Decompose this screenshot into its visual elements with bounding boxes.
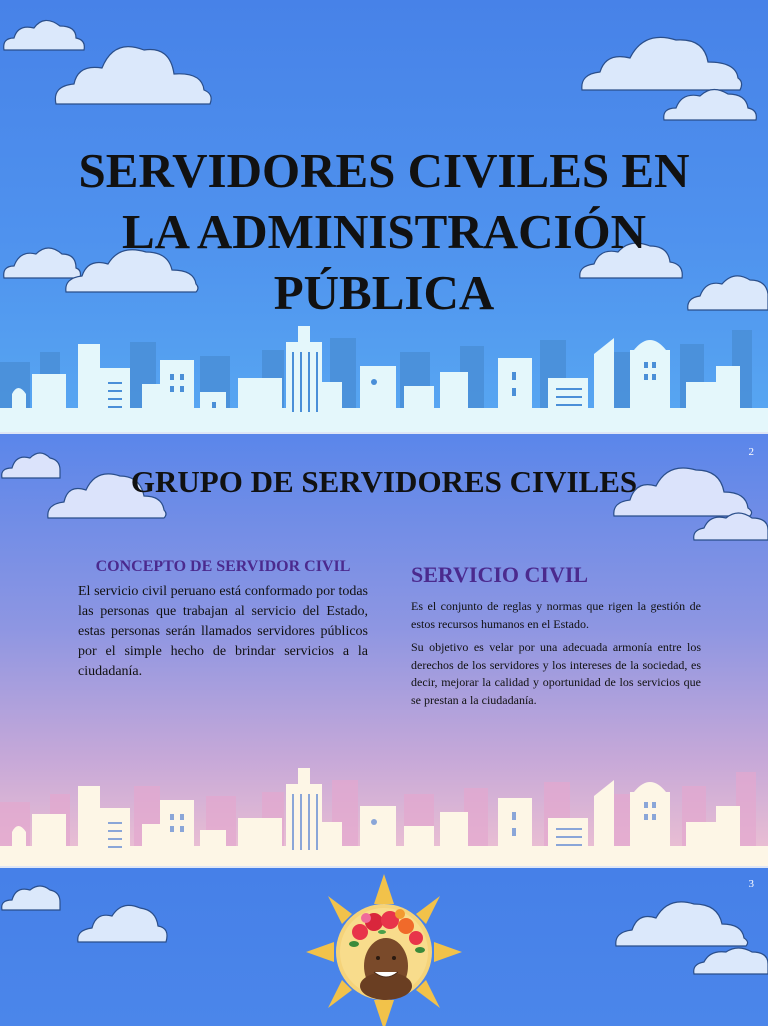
- cloud-icon: [690, 508, 768, 542]
- cloud-icon: [578, 30, 744, 92]
- cloud-icon: [52, 38, 214, 106]
- image-slide: [0, 866, 768, 1026]
- title-line: PÚBLICA: [273, 265, 495, 320]
- cloud-icon: [0, 882, 62, 912]
- slide-title: GRUPO DE SERVIDORES CIVILES: [130, 464, 638, 499]
- presentation-title: [0, 140, 768, 323]
- civil-service-objective: Su objetivo es velar por una adecuada armonía entre los derechos de los servidores y los intereses de la sociedad, es decir, mejorar la calidad y oportunidad de los servicios que se prestan a la ciudadanía.: [411, 640, 701, 707]
- title-line: LA ADMINISTRACIÓN: [121, 204, 647, 259]
- content-slide: [0, 432, 768, 866]
- cloud-icon: [690, 944, 768, 976]
- city-skyline: [0, 766, 768, 866]
- concept-column: [78, 558, 368, 682]
- sun-portrait-illustration: [304, 874, 464, 1026]
- concept-heading: CONCEPTO DE SERVIDOR CIVIL: [95, 558, 351, 575]
- slide-number: 3: [748, 878, 754, 890]
- cloud-icon: [74, 900, 170, 944]
- concept-body: El servicio civil peruano está conformado por todas las personas que trabajan al servicio del Estado, estas personas serán llamados servidores públicos por el simple hecho de brindar servicios a la ciudadanía.: [78, 584, 368, 679]
- civil-service-heading: SERVICIO CIVIL: [411, 562, 589, 587]
- civil-service-definition: Es el conjunto de reglas y normas que rigen la gestión de estos recursos humanos en el Estado.: [411, 599, 701, 631]
- cloud-icon: [612, 896, 750, 948]
- city-skyline: [0, 322, 768, 432]
- title-slide: [0, 0, 768, 432]
- title-line: SERVIDORES CIVILES EN: [78, 143, 690, 198]
- cloud-icon: [660, 84, 760, 122]
- slide-number: 2: [748, 446, 754, 458]
- civil-service-column: [411, 562, 701, 715]
